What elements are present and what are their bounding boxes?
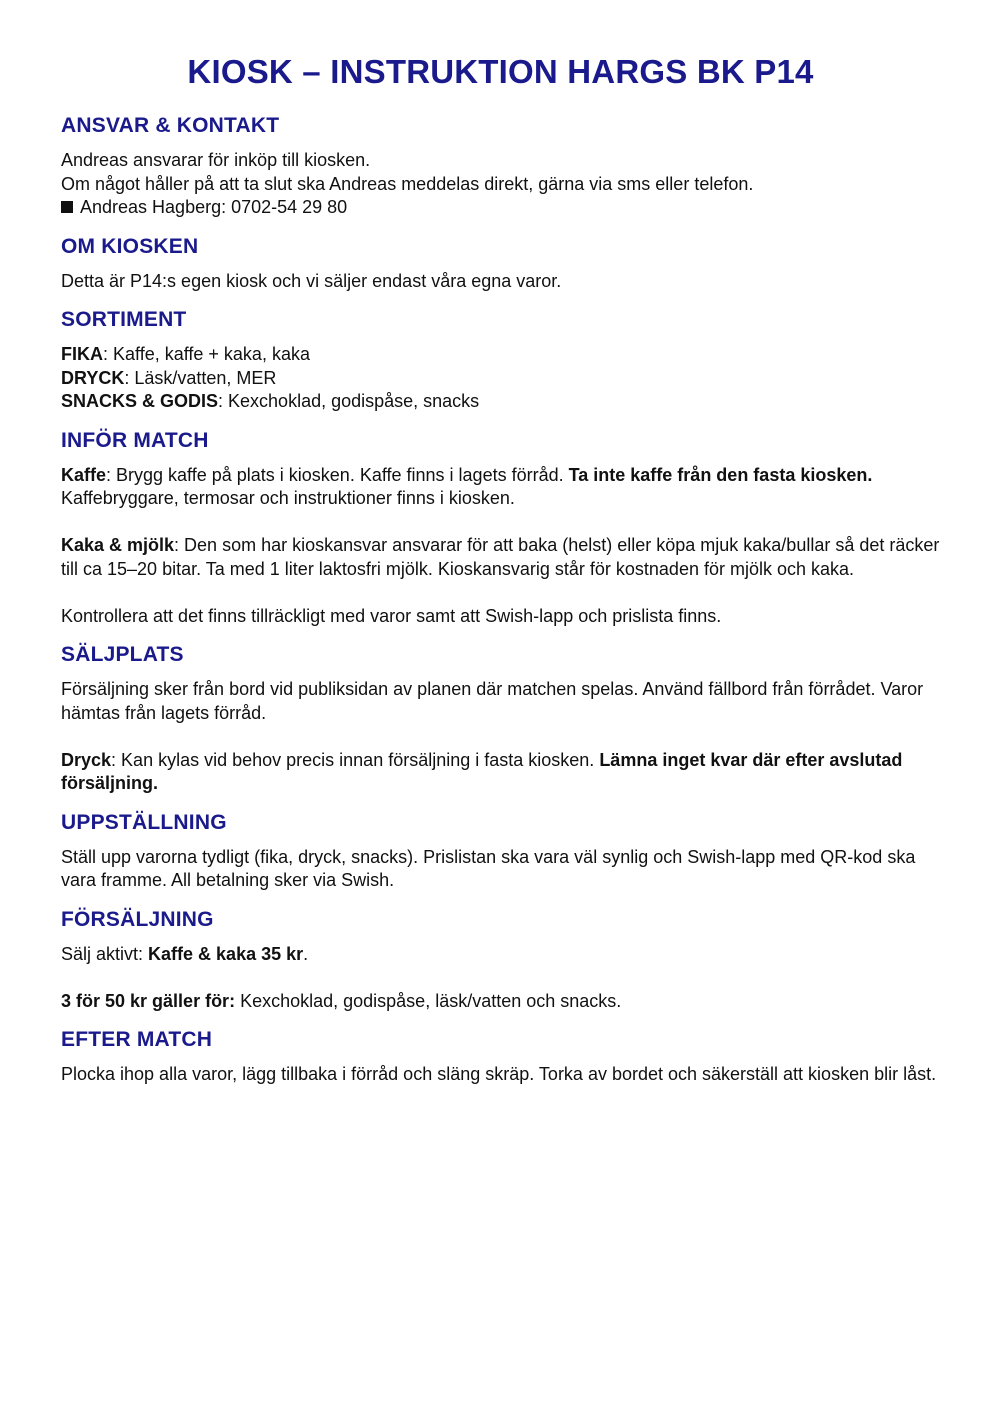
sortiment-text: : Kaffe, kaffe + kaka, kaka <box>103 344 310 364</box>
contact-text: Andreas Hagberg: 0702-54 29 80 <box>80 197 348 217</box>
dryck-bold: Lämna inget kvar där efter avslutad försäljning. <box>61 749 903 793</box>
ansvar-line-1: Andreas ansvarar för inköp till kiosken. <box>61 150 371 170</box>
section-efter <box>61 1027 940 1087</box>
section-heading-saljplats: SÄLJPLATS <box>61 643 184 666</box>
section-heading-ansvar: ANSVAR & KONTAKT <box>61 114 280 137</box>
salj-text: Sälj aktivt: <box>61 943 149 964</box>
forsaljning-salj <box>61 943 940 967</box>
sortiment-text: : Läsk/vatten, MER <box>124 367 277 388</box>
uppstallning-text: Ställ upp varorna tydligt (fika, dryck, snacks). Prislistan ska vara väl synlig och Swish-lapp med QR-kod ska vara framme. All betalning sker via Swish. <box>61 846 916 890</box>
sortiment-item-snacks <box>61 390 940 414</box>
section-ansvar <box>61 113 940 220</box>
om-text: Detta är P14:s egen kiosk och vi säljer endast våra egna varor. <box>61 270 562 291</box>
kaffe-bold: Ta inte kaffe från den fasta kiosken. <box>568 464 873 485</box>
sortiment-text: : Kexchoklad, godispåse, snacks <box>218 391 480 411</box>
sortiment-label: DRYCK <box>61 367 125 388</box>
offer-text: Kexchoklad, godispåse, läsk/vatten och snacks. <box>235 990 622 1011</box>
saljplats-text: Försäljning sker från bord vid publiksidan av planen där matchen spelas. Använd fällbord från förrådet. Varor hämtas från lagets förråd. <box>61 679 924 723</box>
section-sortiment <box>61 307 940 414</box>
salj-end: . <box>303 943 309 964</box>
dryck-text: : Kan kylas vid behov precis innan försäljning i fasta kiosken. <box>111 749 600 770</box>
section-heading-om: OM KIOSKEN <box>61 234 199 258</box>
infor-kontroll: Kontrollera att det finns tillräckligt med varor samt att Swish-lapp och prislista finns. <box>61 605 722 626</box>
section-forsaljning <box>61 907 940 1014</box>
kaffe-text: : Brygg kaffe på plats i kiosken. Kaffe finns i lagets förråd. <box>106 464 569 485</box>
sortiment-label: SNACKS & GODIS <box>61 391 219 411</box>
section-heading-infor: INFÖR MATCH <box>61 428 209 452</box>
section-uppstallning <box>61 810 940 893</box>
infor-kaffe <box>61 464 940 511</box>
saljplats-dryck <box>61 749 940 796</box>
kaffe-text-2: Kaffebryggare, termosar och instruktioner finns i kiosken. <box>61 488 515 508</box>
sortiment-item-fika <box>61 343 940 367</box>
section-heading-efter: EFTER MATCH <box>61 1028 213 1051</box>
sortiment-item-dryck <box>61 367 940 391</box>
kaka-label: Kaka & mjölk <box>61 535 175 555</box>
page-title: KIOSK – INSTRUKTION HARGS BK P14 <box>187 53 814 90</box>
forsaljning-offer <box>61 990 940 1014</box>
section-infor <box>61 428 940 629</box>
square-bullet-icon <box>61 201 73 213</box>
dryck-label: Dryck <box>61 749 112 770</box>
kaka-text: : Den som har kioskansvar ansvarar för att baka (helst) eller köpa mjuk kaka/bullar så det räcker till ca 15–20 bitar. Ta med 1 liter laktosfri mjölk. Kioskansvarig står för kostnaden för mjölk och kaka. <box>61 535 940 579</box>
section-saljplats <box>61 642 940 796</box>
ansvar-contact <box>61 196 940 220</box>
section-heading-forsaljning: FÖRSÄLJNING <box>61 907 214 931</box>
kaffe-label: Kaffe <box>61 464 107 485</box>
section-om <box>61 234 940 294</box>
salj-bold: Kaffe & kaka 35 kr <box>148 943 304 964</box>
offer-bold: 3 för 50 kr gäller för: <box>61 990 236 1011</box>
section-heading-uppstallning: UPPSTÄLLNING <box>61 810 227 834</box>
sortiment-label: FIKA <box>61 344 103 364</box>
efter-text: Plocka ihop alla varor, lägg tillbaka i förråd och släng skräp. Torka av bordet och säkerställ att kiosken blir låst. <box>61 1064 937 1084</box>
infor-kaka <box>61 534 940 581</box>
ansvar-line-2: Om något håller på att ta slut ska Andreas meddelas direkt, gärna via sms eller telefon. <box>61 173 754 194</box>
section-heading-sortiment: SORTIMENT <box>61 308 187 331</box>
